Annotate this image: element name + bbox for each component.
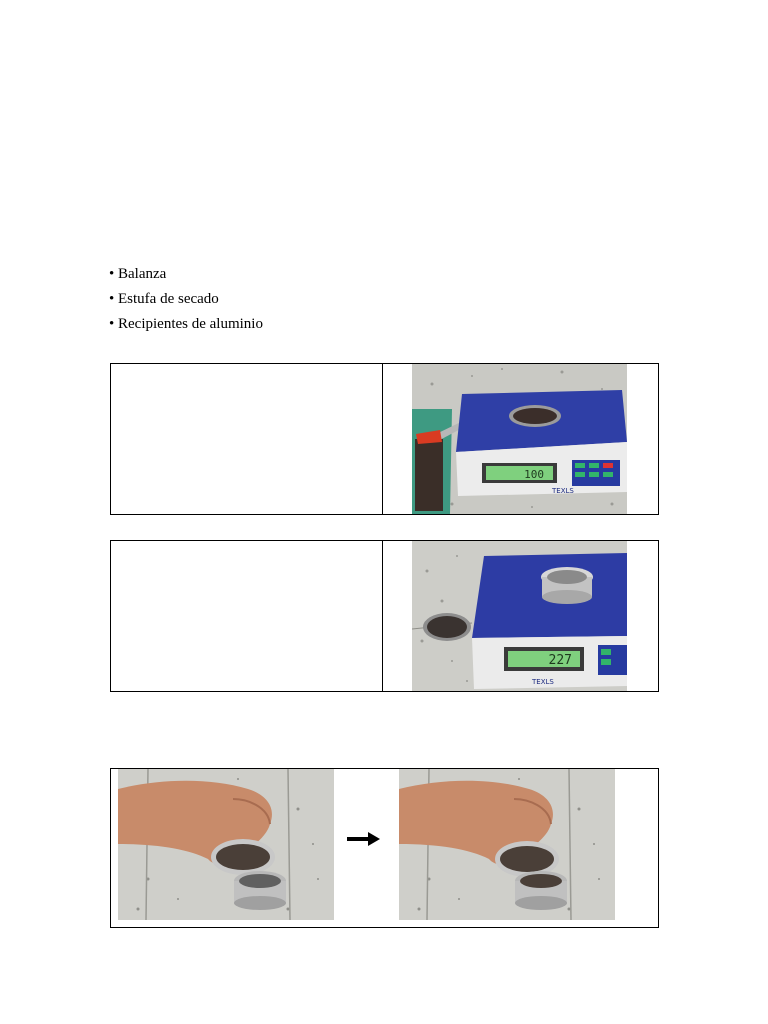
svg-text:100: 100	[524, 468, 544, 481]
scale-with-tray-photo	[412, 364, 627, 514]
pouring-sample-photo-1	[118, 769, 334, 920]
scale-with-container-photo	[412, 541, 627, 691]
table-divider	[382, 541, 383, 691]
svg-text:TEXLS: TEXLS	[552, 487, 574, 495]
figure-table-1	[110, 363, 659, 515]
list-item: • Recipientes de aluminio	[109, 316, 263, 332]
svg-text:227: 227	[548, 653, 572, 668]
list-item: • Estufa de secado	[109, 291, 219, 307]
pouring-sample-photo-2	[399, 769, 615, 920]
right-arrow-icon	[347, 832, 381, 846]
figure-table-3	[110, 768, 659, 928]
materials-list	[109, 262, 263, 337]
svg-text:TEXLS: TEXLS	[532, 678, 554, 686]
list-item: • Balanza	[109, 266, 167, 282]
table-divider	[382, 364, 383, 514]
figure-table-2	[110, 540, 659, 692]
